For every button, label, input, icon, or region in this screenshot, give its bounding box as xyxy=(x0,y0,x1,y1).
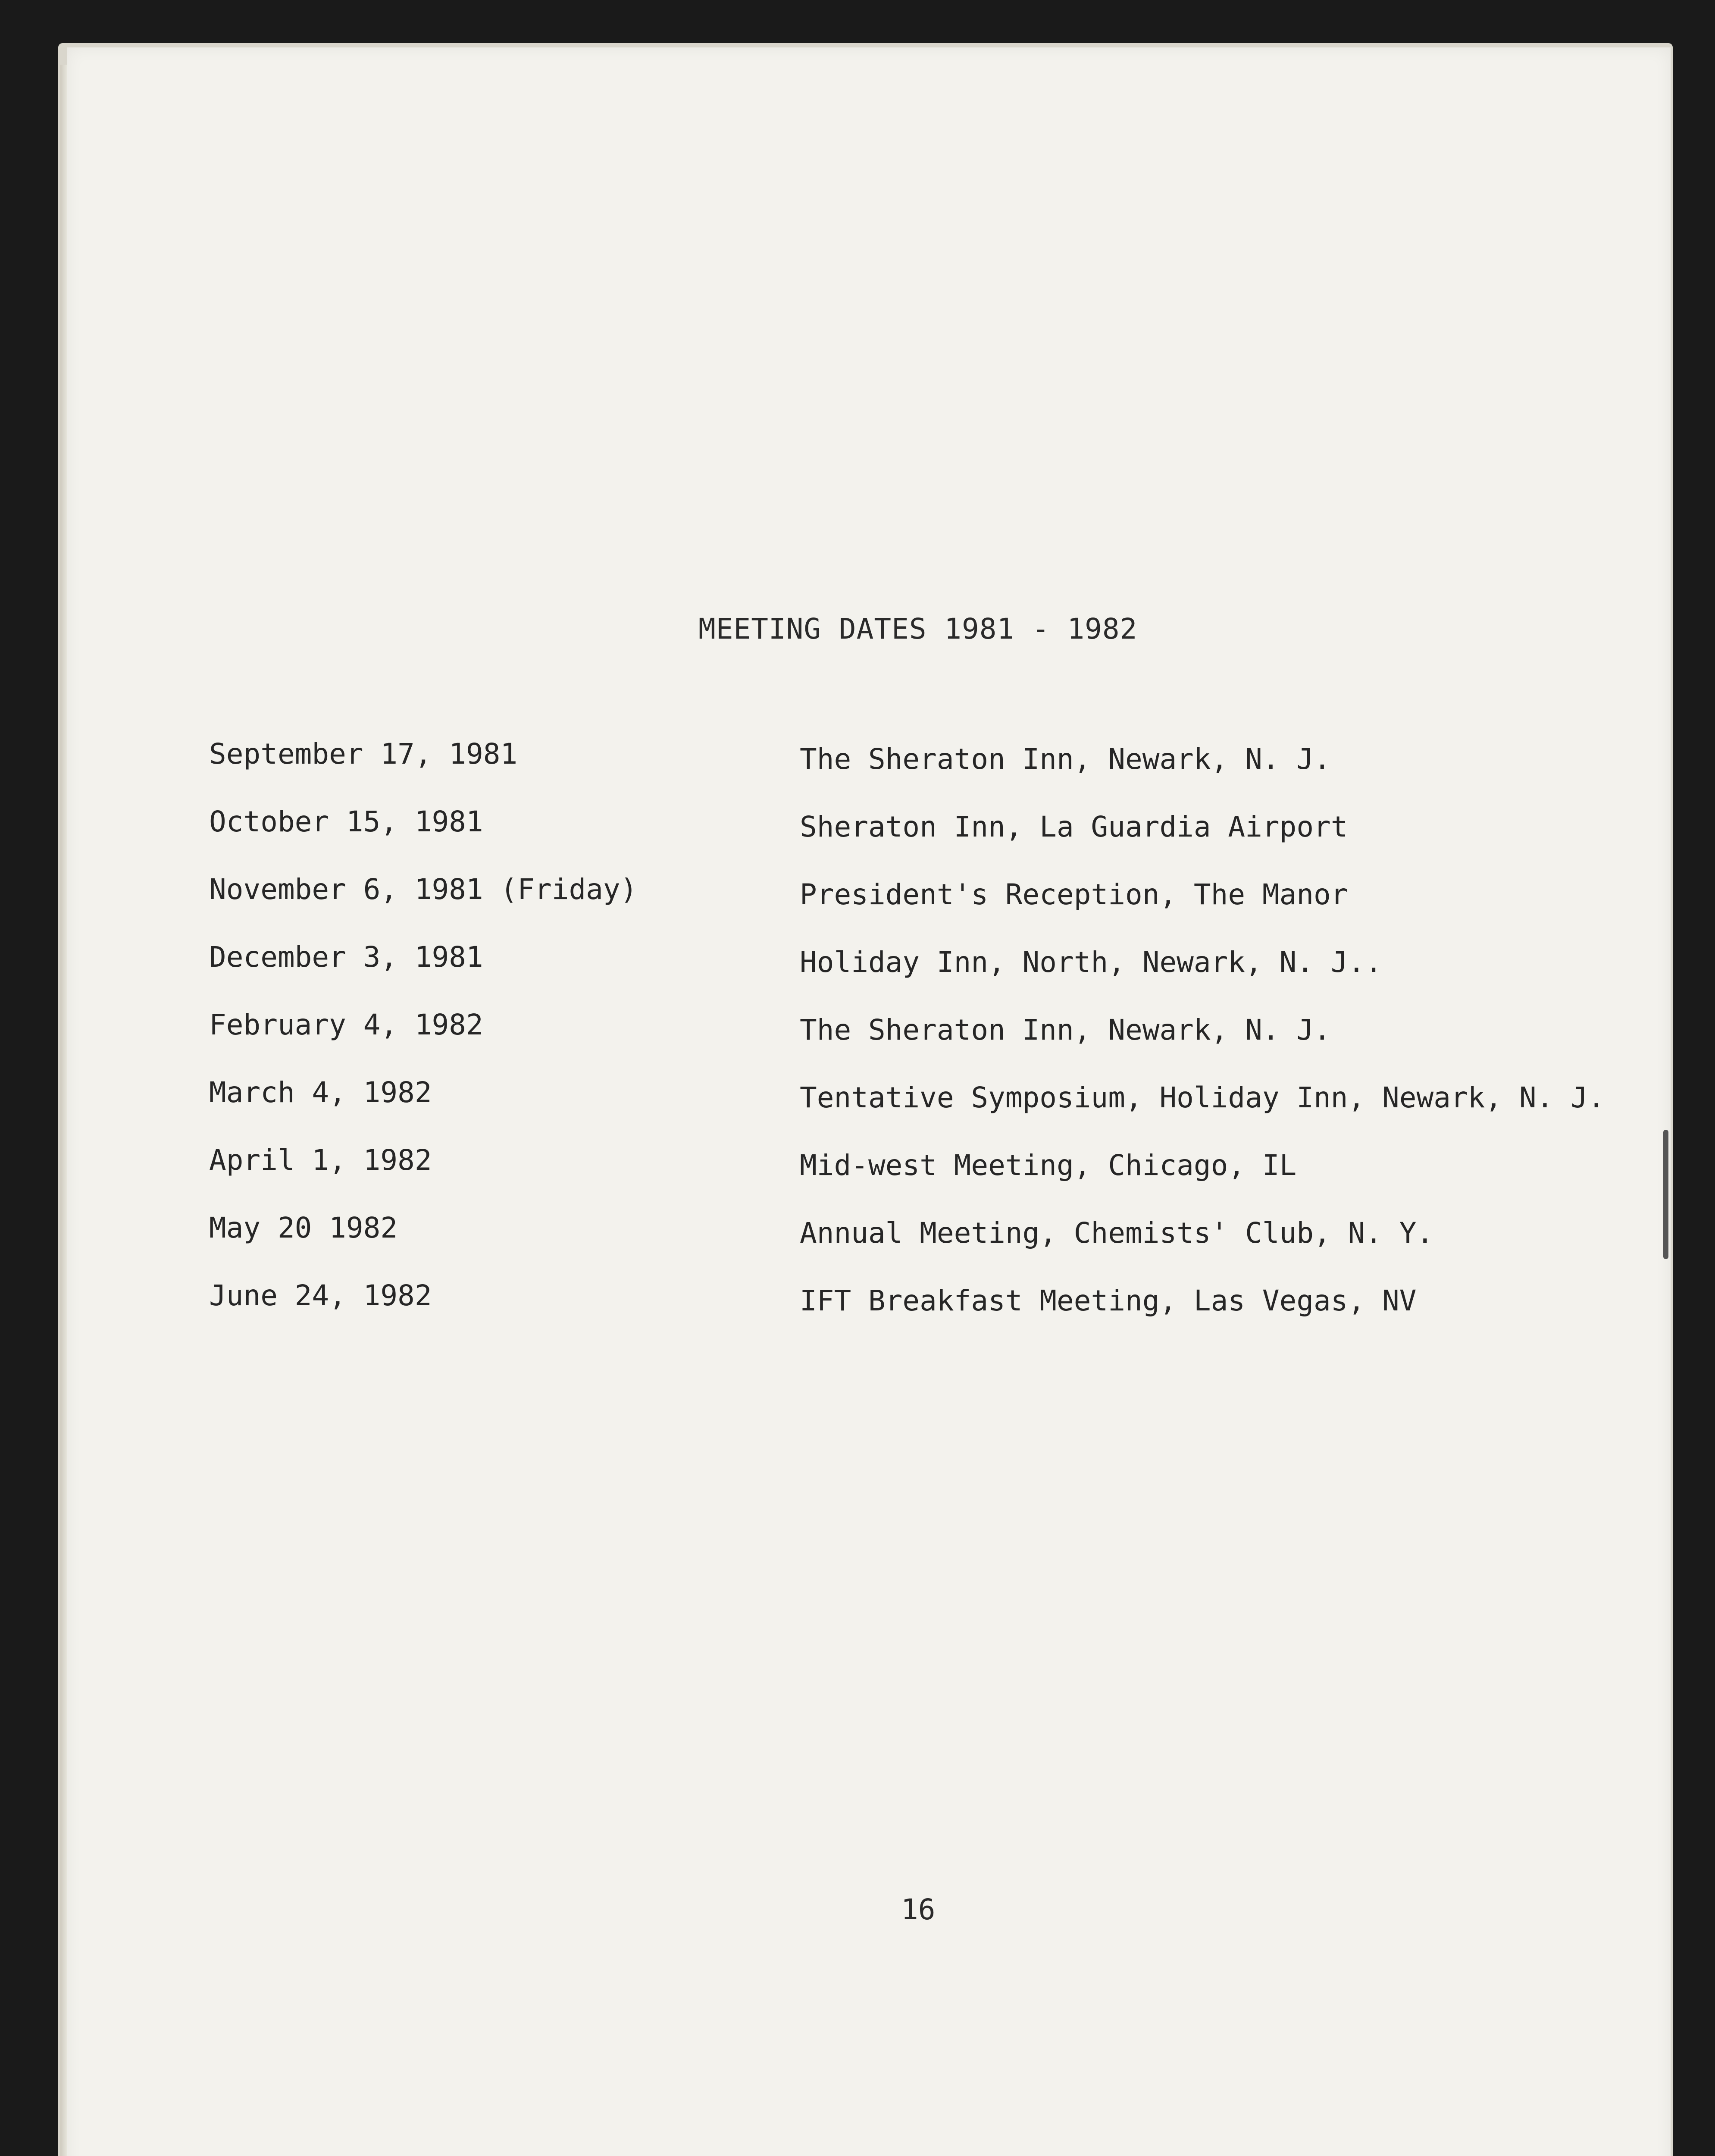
table-row xyxy=(209,1008,1632,1076)
binding-mark xyxy=(1663,1130,1668,1259)
meeting-date: December 3, 1981 xyxy=(209,940,483,974)
table-row xyxy=(209,873,1632,940)
table-row xyxy=(209,1076,1632,1144)
meeting-date: November 6, 1981 (Friday) xyxy=(209,873,638,906)
meeting-venue: Holiday Inn, North, Newark, N. J.. xyxy=(800,946,1383,979)
meeting-venue: Tentative Symposium, Holiday Inn, Newark, N. J. xyxy=(800,1081,1605,1114)
page-title: MEETING DATES 1981 - 1982 xyxy=(698,612,1138,646)
table-row xyxy=(209,737,1632,805)
table-row xyxy=(209,1144,1632,1211)
meeting-venue: Mid-west Meeting, Chicago, IL xyxy=(800,1149,1297,1182)
table-row xyxy=(209,805,1632,873)
meeting-venue: Sheraton Inn, La Guardia Airport xyxy=(800,810,1348,843)
meeting-date: June 24, 1982 xyxy=(209,1279,432,1312)
meeting-date: October 15, 1981 xyxy=(209,805,483,838)
meeting-date: September 17, 1981 xyxy=(209,737,518,771)
table-row xyxy=(209,1211,1632,1279)
meeting-date: May 20 1982 xyxy=(209,1211,398,1244)
table-row xyxy=(209,940,1632,1008)
meeting-venue: Annual Meeting, Chemists' Club, N. Y. xyxy=(800,1216,1434,1250)
meeting-date: February 4, 1982 xyxy=(209,1008,483,1041)
meeting-venue: The Sheraton Inn, Newark, N. J. xyxy=(800,1013,1331,1047)
meeting-venue: IFT Breakfast Meeting, Las Vegas, NV xyxy=(800,1284,1417,1317)
meeting-venue: President's Reception, The Manor xyxy=(800,878,1348,911)
meeting-schedule xyxy=(209,737,1632,1347)
meeting-date: March 4, 1982 xyxy=(209,1076,432,1109)
meeting-venue: The Sheraton Inn, Newark, N. J. xyxy=(800,743,1331,776)
table-row xyxy=(209,1279,1632,1347)
meeting-date: April 1, 1982 xyxy=(209,1144,432,1177)
page-number: 16 xyxy=(901,1893,936,1926)
